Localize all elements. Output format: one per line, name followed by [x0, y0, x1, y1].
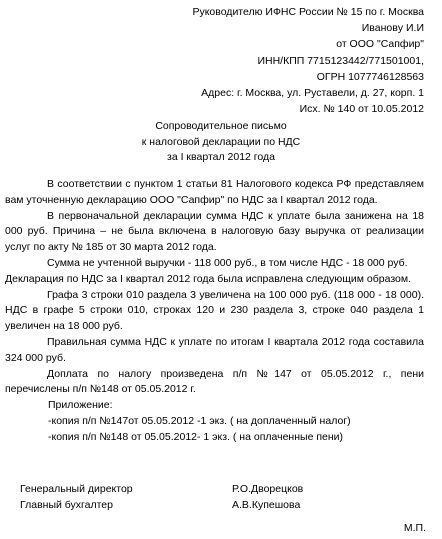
document-title — [0, 119, 442, 166]
outgoing-number: Исх. № 140 от 10.05.2012 — [299, 103, 424, 116]
accountant-signature-row — [20, 497, 303, 513]
recipient-name: Ивановy И.И — [361, 22, 424, 35]
recipient-line: Руководителю ИФНС России № 15 по г. Москва — [192, 6, 424, 18]
sender-company: от ООО "Сапфир" — [336, 38, 424, 51]
paragraph-reason: В первоначальной декларации сумма НДС к уплате была занижена на 18 000 руб. Причина – не была включена в налоговую базу выручка от реализации услуг по акту № 185 от 30 марта 2012 года. — [5, 209, 424, 254]
stamp-mark: М.П. — [403, 522, 426, 534]
paragraph-correction: Декларация по НДС за I квартал 2012 года была исправлена следующим образом. — [5, 272, 412, 285]
paragraph-revenue: Сумма не учтенной выручки - 118 000 руб., в том числе НДС - 18 000 руб. — [47, 256, 408, 269]
sender-ogrn: ОГРН 1077746128563 — [316, 70, 424, 83]
accountant-title: Главный бухгалтер — [20, 499, 113, 511]
attachments-label: Приложение: — [48, 399, 113, 412]
paragraph-intro: В соответствии с пунктом 1 статьи 81 Налогового кодекса РФ представляем вам уточненную декларацию ООО "Сапфир" по НДС за I квартал 2012 года. — [5, 178, 424, 206]
title-line-1: Сопроводительное письмо — [155, 120, 287, 132]
accountant-name: А.В.Купешова — [232, 499, 301, 511]
paragraph-total: Правильная сумма НДС к уплате по итогам I квартала 2012 года составила 324 000 руб. — [5, 335, 424, 364]
title-line-3: за I квартал 2012 года — [167, 151, 275, 163]
letter-body — [5, 177, 424, 446]
paragraph-payment: Доплата по налогу произведена п/п №147 от 05.05.2012 г., пени перечислены п/п №148 от 05.05.2012 г. — [5, 367, 424, 396]
signatures-block — [20, 481, 303, 513]
attachment-item: -копия п/п №148 от 05.05.2012- 1 экз. ( на оплаченные пени) — [48, 430, 344, 443]
director-signature-row — [20, 481, 303, 497]
sender-inn-kpp: ИНН/КПП 7715123442/771501001, — [257, 54, 424, 67]
recipient-sender-block — [192, 4, 424, 117]
director-title: Генеральный директор — [20, 483, 133, 495]
attachment-item: -копия п/п №147от 05.05.2012 -1 экз. ( на доплаченный налог) — [48, 414, 351, 427]
director-name: Р.О.Дворецков — [232, 483, 304, 495]
sender-address: Адрес: г. Москва, ул. Руставели, д. 27, корп. 1 — [201, 87, 424, 100]
title-line-2: к налоговой декларации по НДС — [141, 135, 301, 148]
paragraph-details: Графа 3 строки 010 раздела 3 увеличена на 100 000 руб. (118 000 - 18 000). НДС в графе 5 строки 010, строках 120 и 230 раздела 3, строке 040 раздела 1 увеличен на 18 000 руб. — [5, 288, 424, 333]
